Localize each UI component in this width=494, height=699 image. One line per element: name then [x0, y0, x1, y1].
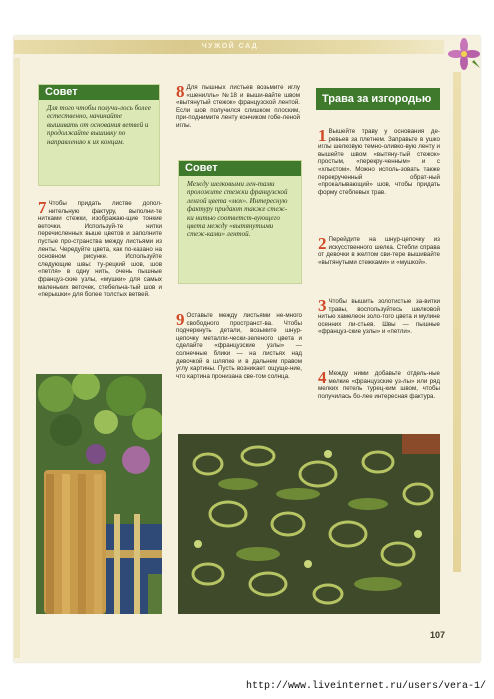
step-7-text: Чтобы придать листве допол-нительную фактуру, выполни-те нитками стежки, изображаю-щие тонкие веточки. Используй-те нитки перечисленных выше цветов и заполните пустые про-странства между листьями из ленты. Чередуйте цвета, как по-казано на основном рисунке. Используйте следующие швы: ту-рецкий шов, шов «петля» в одну нить, очень пышные француз-ские узлы, «мушки» для самых маленьких веточек, стебельча-тый шов и «перышки» для более толстых ветвей. [38, 200, 162, 299]
step-4-number: 4 [318, 368, 327, 387]
step-7 [38, 200, 162, 299]
step-2-number: 2 [318, 234, 327, 253]
tip-box-2-title: Совет [179, 161, 301, 176]
tip-box-2 [178, 160, 302, 284]
step-9-number: 9 [176, 310, 185, 329]
step-3 [318, 298, 440, 336]
tip-box-1 [38, 84, 160, 186]
step-1 [318, 128, 440, 196]
flower-ornament-icon [444, 36, 484, 72]
step-7-number: 7 [38, 198, 47, 217]
tip-box-1-text: Для того чтобы получи-лось более естественно, начинайте вышивать от основания ветвей и продолжайте вышивку по направлению к их концам. [47, 104, 151, 146]
step-8-text: Для пышных листьев возьмите иглу «шенилль» №18 и выши-вайте швом «вытянутый стежок» французской лентой. Если шов получился слишком плоским, при-поднимите ленту кончиком гобе-леной иглы. [176, 84, 300, 129]
tip-box-1-title: Совет [39, 85, 159, 100]
step-3-number: 3 [318, 296, 327, 315]
footer-url: http://www.liveinternet.ru/users/vera-1/ [246, 681, 487, 692]
step-3-text: Чтобы вышить золотистые за-витки травы, воспользуйтесь шелковой нитью хамелеон золо-того цвета и мулине осенних ли-стьев. Швы — пышные «француз-ские узлы» и «петли». [318, 298, 440, 336]
step-4-text: Между ними добавьте отдель-ные мелкие «французские уз-лы» или ряд мелких петель турец-ким швом, чтобы получилась бо-лее интересная фактура. [318, 370, 440, 400]
section-heading: Трава за изгородью [316, 88, 440, 110]
left-margin-band [14, 58, 20, 658]
section-title: ЧУЖОЙ САД [201, 43, 259, 50]
embroidery-photo-grass [178, 434, 440, 614]
step-2 [318, 236, 440, 266]
right-decorative-band [453, 72, 461, 572]
step-1-number: 1 [318, 126, 327, 145]
step-4 [318, 370, 440, 400]
tip-box-2-text: Между шелковыми лен-тами проложите стежки французской ленгой цвета «мох». Интересную фактуру придают также стеж-ки нитью соответст-вующего цвета между «вытянутыми стеж-ками» лентой. [187, 180, 288, 239]
step-1-text: Вышейте траву у основания де-ревьев за плетнем. Заправьте в ушко иглы шелковую темно-оливко-вую ленту и вышейте швом «вытяну-тый стежок» простым, «перекру-ченным» и с «хлыстом». Можно исполь-зовать также перекрученный обрат-ный «прокалывающий» шов, чтобы придать форму стеблевых трав. [318, 128, 440, 196]
step-8-number: 8 [176, 82, 185, 101]
step-9-text: Оставьте между листьями не-много свободного пространст-ва. Чтобы подчеркнуть детали, возьмите шнур-цепочку металли-чески-зеленого цвета и сделайте «французские узлы» — солнечные блики — на листьях над девочкой в шляпке и в дальнем правом углу картины. Пусть возникает ощуще-ние, что картина пронизана све-том солнца. [176, 312, 302, 380]
embroidery-photo-gate [36, 374, 162, 614]
step-8 [176, 84, 300, 130]
page-number: 107 [430, 630, 446, 640]
step-9 [176, 312, 302, 380]
step-2-text: Перейдите на шнур-цепочку из искусственного шелка. Стебли справа от девочки в желтом сви-тере вышивайте «вытянутыми стежками» и «мушкой». [318, 236, 440, 266]
